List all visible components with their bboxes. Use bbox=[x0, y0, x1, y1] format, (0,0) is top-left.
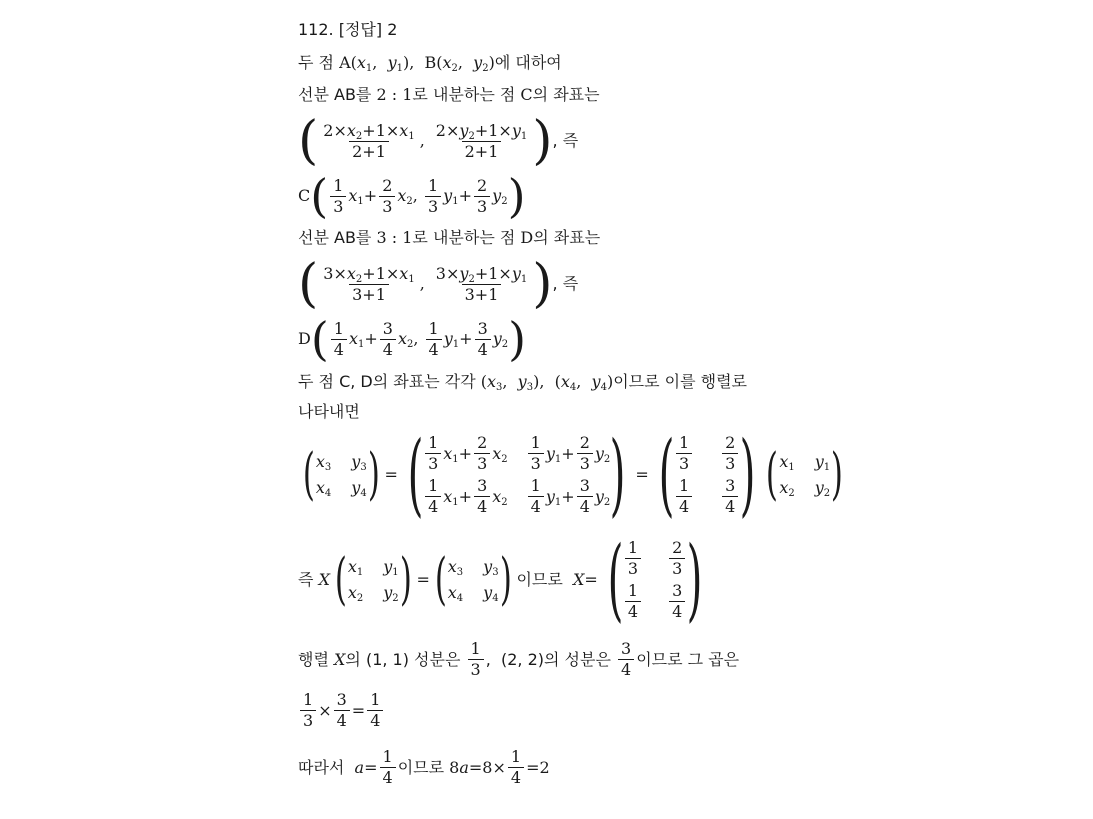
point-c-intro-line: 선분 AB를 2 : 1로 내분하는 점 C의 좌표는 bbox=[298, 85, 600, 104]
point-c-result: C ( $\frac{1}{3}$ $x_1+$ $\frac{2}{3}$ $x_2$, $\frac{1}{3}$ $y_1+$ $\frac{2}{3}$ $y_2$ ) bbox=[298, 169, 526, 223]
answer-header: 112. [정답] 2 bbox=[298, 20, 398, 39]
points-intro-line: 두 점 $A(x_1$, $y_1$), $B(x_2$, $y_2$)에 대하여 bbox=[298, 53, 562, 74]
point-d-intro-line: 선분 AB를 3 : 1로 내분하는 점 D의 좌표는 bbox=[298, 228, 601, 247]
represent-line: 나타내면 bbox=[298, 402, 360, 421]
matrix-x-line: 즉 X ( $x_1$ $y_1$ $x_2$ $y_2$ ) = ( $x_3$ $y_3$ $x_4$ $y_4$ ) 이므로 X = ( $\frac{1}{3}$ $\frac{2}{3}$ $\frac{1}{4}$ $\frac{3}{4}$ ) bbox=[298, 527, 703, 632]
matrix-equation: ( $x_3$ $y_3$ $x_4$ $y_4$ ) = ( $\frac{1}{3}$ $x_1+$ $\frac{2}{3}$ $x_2$ $\frac{1}{3}$ $y_1+$ $\frac{2}{3}$ $y_2$ $\frac{1}{4}$ $x_1+$ $\frac{3}{4}$ $x_2$ $\frac{1}{4}$ $y_1+$ $\frac{3}{4}$ $y_2$ ) = ( $\frac{1}{3}$ $\frac{2}{3}$ $\frac{1}{4}$ $\frac{3}{4}$ ) ( $x_1$ $y_1$ $x_2$ $y_2$ ) bbox=[302, 422, 844, 527]
point-d-result: D ( $\frac{1}{4}$ $x_1+$ $\frac{3}{4}$ $x_2$, $\frac{1}{4}$ $y_1+$ $\frac{3}{4}$ $y_2$ ) bbox=[298, 312, 527, 366]
product-line: $\frac{1}{3}$ × $\frac{3}{4}$ = $\frac{1}{4}$ bbox=[298, 690, 385, 731]
cd-coordinates-line: 두 점 C, D의 좌표는 각각 ($x_3$, $y_3$), ($x_4$, $y_4$)이므로 이를 행렬로 bbox=[298, 372, 748, 393]
conclusion-line: 따라서 a = $\frac{1}{4}$ 이므로 8a=8× $\frac{1}{4}$ =2 bbox=[298, 747, 550, 787]
elements-line: 행렬 X 의 (1, 1) 성분은 $\frac{1}{3}$ , (2, 2)의 성분은 $\frac{3}{4}$ 이므로 그 곱은 bbox=[298, 639, 740, 679]
point-c-formula: ( $\frac{2\times x_2+1\times x_1}{2+1}$ , $\frac{2\times y_2+1\times y_1}{2+1}$ ) , 즉 bbox=[298, 111, 579, 171]
point-d-formula: ( $\frac{3\times x_2+1\times x_1}{3+1}$ , $\frac{3\times y_2+1\times y_1}{3+1}$ ) , 즉 bbox=[298, 254, 579, 314]
